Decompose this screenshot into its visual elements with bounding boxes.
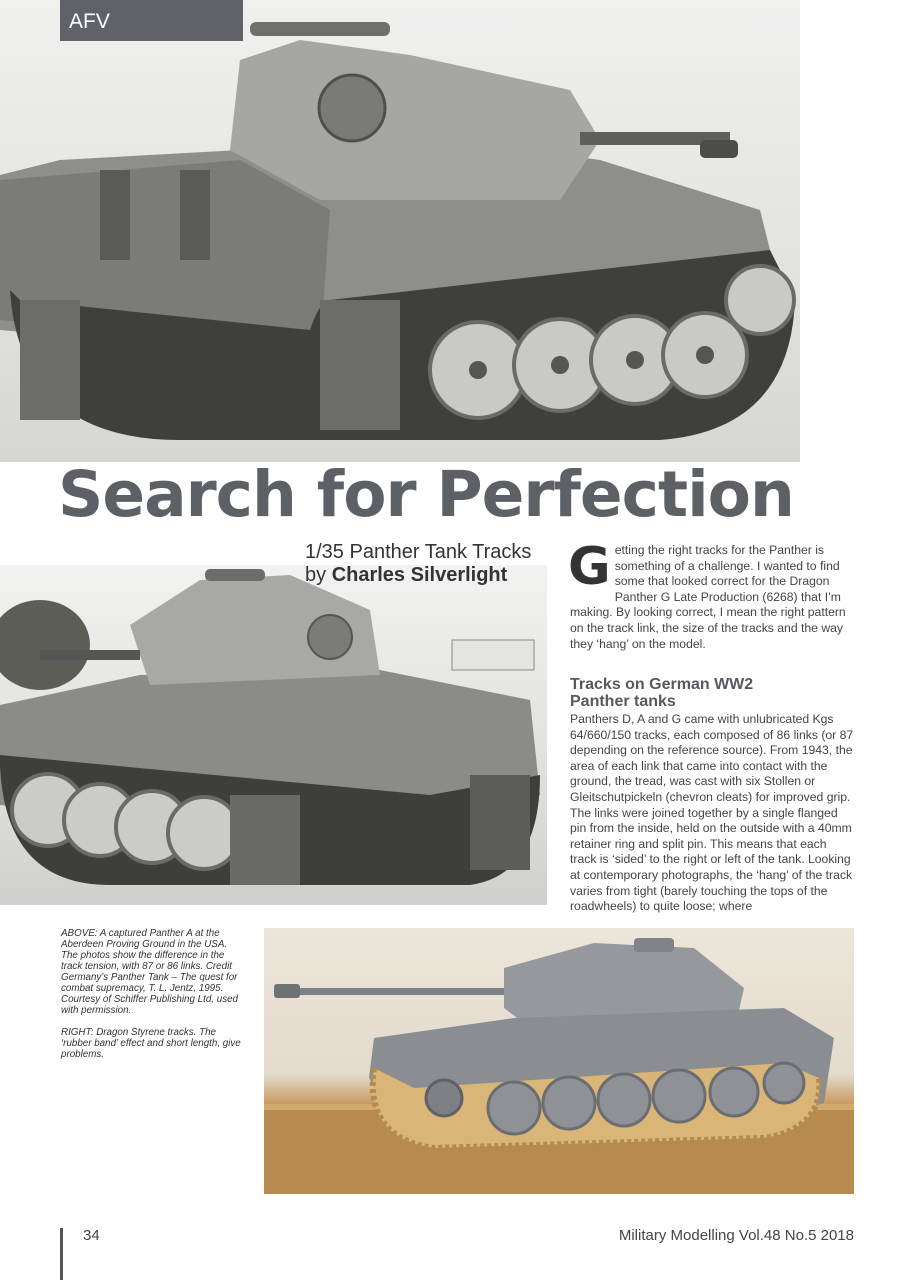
- photo-captions: [61, 928, 246, 1071]
- byline-by: by: [305, 564, 327, 586]
- intro-paragraph: [568, 537, 855, 652]
- magazine-issue: Military Modelling Vol.48 No.5 2018: [618, 1227, 854, 1244]
- article-subtitle: [305, 541, 555, 587]
- byline: [305, 564, 555, 587]
- drop-cap: G: [568, 537, 611, 597]
- caption-right: RIGHT: Dragon Styrene tracks. The ‘rubber band’ effect and short length, give problems.: [61, 1027, 241, 1060]
- subheading-line-1: Tracks on German WW2: [570, 676, 754, 693]
- section-subheading: [570, 676, 840, 710]
- page-number: 34: [83, 1227, 100, 1244]
- subtitle-line: 1/35 Panther Tank Tracks: [305, 541, 532, 563]
- section-tag: AFV: [60, 0, 243, 41]
- headline: Search for Perfection: [58, 458, 794, 531]
- footer-rule: [60, 1228, 63, 1280]
- photo-panther-rear-view: [0, 0, 800, 462]
- subheading-line-2: Panther tanks: [570, 693, 676, 710]
- caption-above: ABOVE: A captured Panther A at the Aberdeen Proving Ground in the USA. The photos show the difference in the track tension, with 87 or 86 links. Credit Germany’s Panther Tank – The quest for combat supremacy, T. L. Jentz, 1995. Courtesy of Schiffer Publishing Ltd, used with permission.: [61, 928, 238, 1016]
- article-body: Panthers D, A and G came with unlubricated Kgs 64/660/150 tracks, each composed of 86 links (or 87 depending on the reference source). From 1943, the area of each link that came into contact with the ground, the tread, was cast with six Stollen or Gleitschutpickeln (chevron cleats) for improved grip. The links were joined together by a single flanged pin from the inside, held on the outside with a 40mm retainer ring and split pin. This means that each track is ‘sided’ to the right or left of the tank. Looking at contemporary photographs, the ‘hang’ of the track varies from tight (barely touching the tops of the roadwheels) to quite loose; where: [570, 712, 854, 914]
- photo-model-panther: [264, 928, 854, 1194]
- photo-panther-side-view: [0, 565, 547, 905]
- author-name: Charles Silverlight: [331, 564, 508, 586]
- intro-text: etting the right tracks for the Panther is something of a challenge. I wanted to find some that looked correct for the Dragon Panther G Late Production (6268) that I’m making. By looking correct, I mean the right pattern on the track link, the size of the tracks and the way they ‘hang’ on the model.: [570, 543, 846, 651]
